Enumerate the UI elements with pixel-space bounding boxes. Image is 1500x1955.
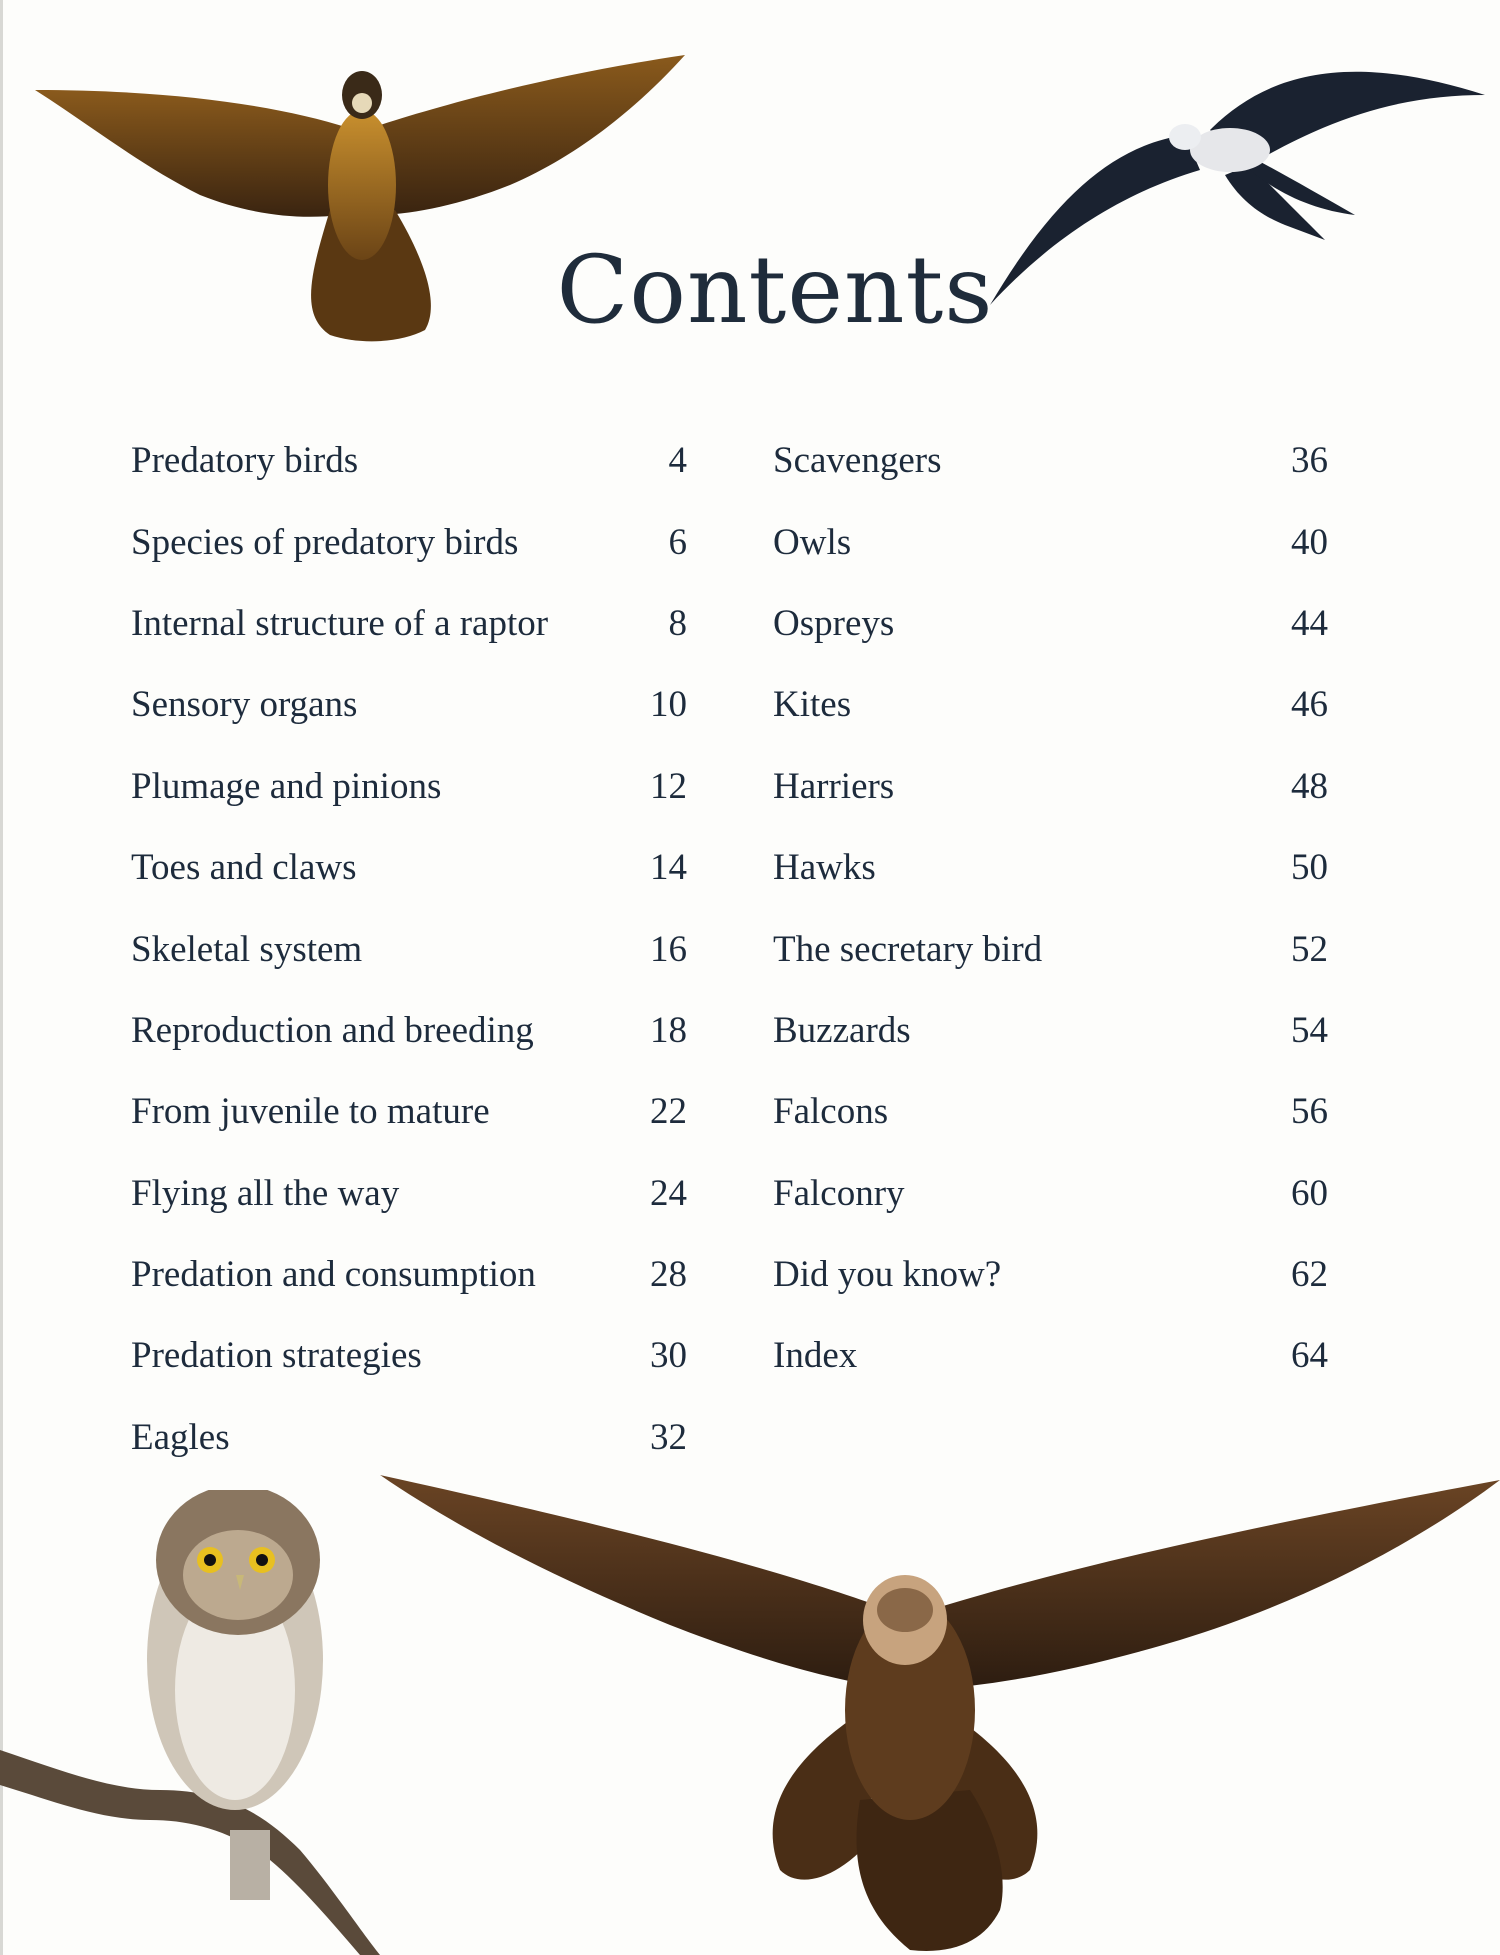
toc-entry	[131, 827, 687, 908]
toc-entry-page-number: 64	[1291, 1335, 1328, 1377]
toc-entry-page-number: 40	[1291, 521, 1328, 563]
toc-entry-page-number: 62	[1291, 1254, 1328, 1296]
toc-entry-title: Predation strategies	[131, 1335, 422, 1377]
toc-entry-page-number: 8	[668, 602, 687, 644]
toc-entry-title: Reproduction and breeding	[131, 1009, 534, 1051]
toc-entry-page-number: 52	[1291, 928, 1328, 970]
toc-entry-page-number: 56	[1291, 1091, 1328, 1133]
toc-entry	[131, 420, 687, 501]
toc-entry	[773, 1315, 1328, 1396]
toc-entry-page-number: 16	[650, 928, 687, 970]
toc-entry-title: Plumage and pinions	[131, 765, 442, 807]
toc-entry	[131, 746, 687, 827]
toc-entry-title: Index	[773, 1335, 858, 1377]
toc-entry-title: Falcons	[773, 1091, 889, 1133]
toc-entry-title: Did you know?	[773, 1254, 1002, 1296]
toc-entry-title: Sensory organs	[131, 684, 358, 726]
toc-entry-title: Eagles	[131, 1416, 230, 1458]
toc-entry-page-number: 44	[1291, 602, 1328, 644]
toc-entry	[773, 990, 1328, 1071]
toc-entry	[131, 1315, 687, 1396]
toc-entry	[773, 908, 1328, 989]
toc-entry	[773, 1071, 1328, 1152]
toc-entry	[773, 583, 1328, 664]
toc-entry	[131, 1071, 687, 1152]
toc-entry-page-number: 60	[1291, 1172, 1328, 1214]
toc-entry-title: Falconry	[773, 1172, 905, 1214]
toc-entry-page-number: 6	[668, 521, 687, 563]
toc-entry	[131, 1153, 687, 1234]
toc-entry-title: Scavengers	[773, 440, 942, 482]
harrier-photo	[380, 1470, 1500, 1955]
toc-entry-page-number: 30	[650, 1335, 687, 1377]
toc-entry-title: Buzzards	[773, 1009, 911, 1051]
toc-entry	[773, 420, 1328, 501]
toc-entry-title: Hawks	[773, 847, 876, 889]
toc-entry-page-number: 10	[650, 684, 687, 726]
page-title: Contents	[556, 236, 994, 345]
toc-entry	[131, 664, 687, 745]
toc-entry-page-number: 48	[1291, 765, 1328, 807]
toc-entry-page-number: 14	[650, 847, 687, 889]
toc-entry-page-number: 32	[650, 1416, 687, 1458]
toc-entry	[131, 908, 687, 989]
toc-entry-title: Kites	[773, 684, 852, 726]
toc-entry-title: Owls	[773, 521, 852, 563]
toc-entry-title: Toes and claws	[131, 847, 357, 889]
toc-entry-title: The secretary bird	[773, 928, 1043, 970]
toc-entry	[131, 1234, 687, 1315]
toc-entry	[131, 1397, 687, 1478]
toc-entry-title: Ospreys	[773, 602, 895, 644]
toc-entry	[773, 746, 1328, 827]
toc-entry-page-number: 18	[650, 1009, 687, 1051]
toc-entry-page-number: 50	[1291, 847, 1328, 889]
toc-entry-page-number: 12	[650, 765, 687, 807]
toc-entry-title: Predation and consumption	[131, 1254, 536, 1296]
toc-entry-page-number: 36	[1291, 440, 1328, 482]
toc-entry-title: Skeletal system	[131, 928, 363, 970]
toc-entry-page-number: 24	[650, 1172, 687, 1214]
toc-entry-title: From juvenile to mature	[131, 1091, 490, 1133]
toc-entry-title: Flying all the way	[131, 1172, 400, 1214]
toc-entry-page-number: 28	[650, 1254, 687, 1296]
toc-entry-page-number: 46	[1291, 684, 1328, 726]
toc-entry	[131, 583, 687, 664]
toc-entry	[131, 990, 687, 1071]
toc-entry	[773, 501, 1328, 582]
toc-entry-title: Harriers	[773, 765, 895, 807]
toc-entry	[773, 1153, 1328, 1234]
toc-left-column	[131, 420, 687, 1478]
pygmy-owl-photo	[0, 1490, 400, 1955]
toc-entry	[773, 1234, 1328, 1315]
toc-entry-page-number: 54	[1291, 1009, 1328, 1051]
toc-right-column	[773, 420, 1328, 1397]
toc-entry-title: Species of predatory birds	[131, 521, 519, 563]
toc-entry-page-number: 4	[668, 440, 687, 482]
toc-entry-page-number: 22	[650, 1091, 687, 1133]
toc-entry	[773, 664, 1328, 745]
toc-entry	[131, 501, 687, 582]
toc-entry-title: Internal structure of a raptor	[131, 602, 549, 644]
toc-entry	[773, 827, 1328, 908]
toc-entry-title: Predatory birds	[131, 440, 359, 482]
